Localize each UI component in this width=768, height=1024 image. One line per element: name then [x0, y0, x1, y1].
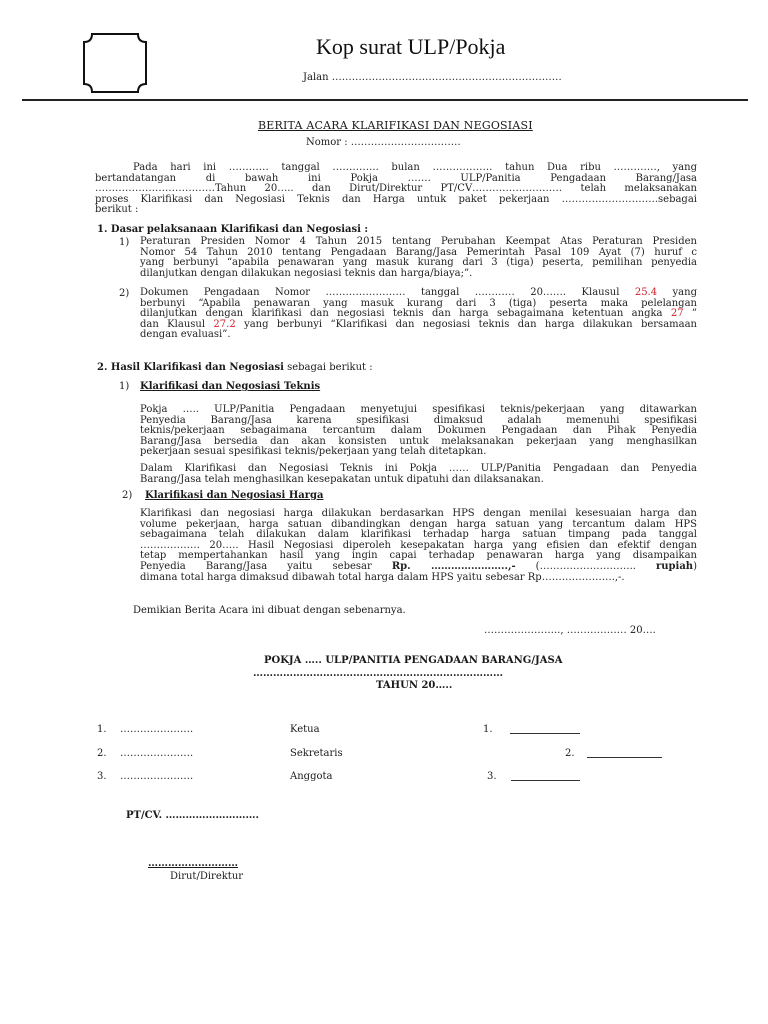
amount-rp: Rp. …………………..,-: [391, 560, 516, 572]
sub2-line: ……………… 20….. Hasil Negosiasi diperoleh kesepakatan harga yang efisien dan efektif dengan: [140, 539, 697, 551]
sub1-line: Pokja ….. ULP/Panitia Pengadaan menyetujui spesifikasi teknis/pekerjaan yang ditawarkan: [140, 404, 697, 415]
item2-text: ”: [683, 308, 698, 320]
section1-item1-line: dilanjutkan dengan dilakukan negosiasi teknis dan harga/biaya;”.: [140, 267, 473, 279]
clause-ref: 25.4: [634, 287, 658, 298]
item2-text: yang: [657, 287, 697, 298]
sub2-paragraph: [140, 509, 697, 583]
signature-number: 2.: [565, 748, 575, 759]
sub2-line: volume pekerjaan, harga satuan dibandingkan dengan harga satuan yang tercantum dalam HPS: [140, 518, 697, 530]
opening-line: proses Klarifikasi dan Negosiasi Teknis dan Harga untuk paket pekerjaan ………………………..sebagai: [95, 193, 697, 205]
letterhead-address: Jalan ……………………………………………………………: [303, 72, 562, 83]
opening-line: Pada hari ini ………… tanggal ………….. bulan ……………… tahun Dua ribu …………., yang: [133, 162, 697, 173]
sub2-text: ): [693, 560, 697, 572]
section2-heading-bold: 2. Hasil Klarifikasi dan Negosiasi: [97, 362, 284, 373]
signature-number: 3.: [487, 771, 497, 782]
sub2-text: Penyedia Barang/Jasa yaitu sebesar: [140, 560, 392, 572]
sub1-number: 1): [119, 381, 130, 392]
place-date: ………………….., ……………… 20….: [484, 625, 656, 636]
committee-year: TAHUN 20…..: [376, 680, 453, 691]
signatory-name: ………………….: [120, 724, 194, 735]
signatory-number: 3.: [97, 771, 107, 782]
signatory-number: 2.: [97, 748, 107, 759]
amount-rupiah: rupiah: [656, 560, 694, 572]
section1-item2-number: 2): [119, 288, 130, 299]
signatory-role: Anggota: [290, 771, 333, 782]
sub2-text: (………………………..: [515, 560, 656, 572]
sub1-line: Barang/Jasa bersedia dan akan konsisten untuk melaksanakan pekerjaan yang menghasilkan: [140, 435, 697, 447]
sub1-line: Dalam Klarifikasi dan Negosiasi Teknis ini Pokja …… ULP/Panitia Pengadaan dan Penyedia: [140, 463, 697, 474]
section1-item1-line: Nomor 54 Tahun 2010 tentang Pengadaan Barang/Jasa Pemerintah Pasal 109 Ayat (7) huruf c: [140, 246, 697, 258]
signatory-number: 1.: [97, 724, 107, 735]
section2-heading-rest: sebagai berikut :: [283, 362, 373, 373]
item2-text: yang berbunyi “Klarifikasi dan negosiasi teknis dan harga dilakukan bersamaan: [235, 318, 698, 330]
letterhead-divider: [22, 99, 748, 101]
closing-statement: Demikian Berita Acara ini dibuat dengan sebenarnya.: [133, 605, 406, 616]
sub1-title: Klarifikasi dan Negosiasi Teknis: [140, 381, 321, 392]
sub1-line: Penyedia Barang/Jasa karena spesifikasi dimaksud adalah memenuhi spesifikasi: [140, 414, 697, 426]
committee-name-line: …………………………………………………………………: [253, 668, 503, 679]
signature-line: [587, 757, 662, 758]
section1-item2: [140, 288, 697, 341]
sub1-line: teknis/pekerjaan sebagaimana tercantum dalam Dokumen Pengadaan dan Pihak Penyedia: [140, 425, 697, 437]
item2-text: Dokumen Pengadaan Nomor …………………… tanggal ………… 20……. Klausul: [140, 287, 635, 298]
sub2-line: [140, 562, 697, 573]
section1-item1: [140, 237, 697, 279]
opening-line: bertandatangan di bawah ini Pokja ……. ULP/Panitia Pengadaan Barang/Jasa: [95, 172, 697, 184]
section1-item1-line: Peraturan Presiden Nomor 4 Tahun 2015 tentang Perubahan Keempat Atas Peraturan Presiden: [140, 236, 697, 247]
sub2-number: 2): [122, 490, 133, 501]
company-label: PT/CV. ……………………….: [126, 810, 260, 821]
sub1-paragraph1: [140, 405, 697, 458]
signatory-name: ………………….: [120, 748, 194, 759]
section1-item2-line: dengan evaluasi”.: [140, 329, 231, 341]
document-number: Nomor : ……………………………: [306, 137, 461, 148]
section2-heading: [97, 362, 373, 373]
sub2-line: tetap mempertahankan hasil yang ingin capai terhadap penawaran harga yang disampaikan: [140, 550, 697, 562]
signature-line: [511, 780, 580, 781]
section1-item1-line: yang berbunyi “apabila penawaran yang masuk kurang dari 3 (tiga) peserta, pemilihan penyedia: [140, 257, 697, 269]
section1-item2-line: berbunyi “Apabila penawaran yang masuk kurang dari 3 (tiga) peserta maka pelelangan: [140, 297, 697, 309]
logo-placeholder-frame: [80, 32, 150, 94]
document-title: BERITA ACARA KLARIFIKASI DAN NEGOSIASI: [258, 119, 533, 132]
letterhead-title: Kop surat ULP/Pokja: [316, 34, 506, 59]
sub2-title: Klarifikasi dan Negosiasi Harga: [145, 490, 324, 501]
sub1-line: Barang/Jasa telah menghasilkan kesepakatan untuk dipatuhi dan dilaksanakan.: [140, 473, 544, 485]
director-name-line: ………………………: [148, 858, 238, 869]
sub2-line: dimana total harga dimaksud dibawah total harga dalam HPS yaitu sebesar Rp………………….,-.: [140, 571, 625, 583]
signatory-role: Sekretaris: [290, 748, 343, 759]
sub1-line: pekerjaan sesuai spesifikasi teknis/pekerjaan yang telah ditetapkan.: [140, 446, 487, 458]
sub2-line: Klarifikasi dan negosiasi harga dilakukan berdasarkan HPS dengan menilai kesesuaian harga dan: [140, 508, 697, 519]
clause-ref: 27: [670, 308, 684, 320]
committee-title: POKJA ….. ULP/PANITIA PENGADAAN BARANG/JASA: [264, 655, 563, 666]
signature-line: [510, 733, 580, 734]
item2-text: dilanjutkan dengan klarifikasi dan negosiasi teknis dan harga sebagaimana ketentuan angka: [140, 308, 671, 320]
director-title: Dirut/Direktur: [170, 871, 244, 882]
signatory-name: ………………….: [120, 771, 194, 782]
opening-paragraph: [95, 163, 697, 216]
signatory-role: Ketua: [290, 724, 320, 735]
item2-text: dan Klausul: [140, 318, 214, 330]
section1-heading: 1. Dasar pelaksanaan Klarifikasi dan Negosiasi :: [97, 224, 369, 235]
section1-item2-line: [140, 288, 697, 299]
opening-line: berikut :: [95, 204, 139, 216]
opening-line: ………………………………Tahun 20….. dan Dirut/Direktur PT/CV……………………… telah melaksanakan: [95, 183, 697, 195]
sub2-line: sebagaimana telah dilakukan dalam klarifikasi terhadap harga satuan timpang pada tanggal: [140, 529, 697, 541]
sub1-paragraph2: [140, 464, 697, 485]
clause-ref: 27.2: [213, 318, 236, 330]
section1-item1-number: 1): [119, 237, 130, 248]
signature-number: 1.: [483, 724, 493, 735]
